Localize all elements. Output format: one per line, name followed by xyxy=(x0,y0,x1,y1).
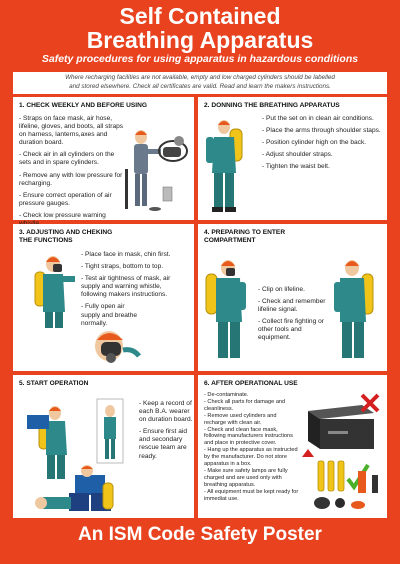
panel-adjusting xyxy=(13,224,194,371)
step: - De-contaminate. xyxy=(204,392,249,398)
step: - Check and clean face mask, following manufacturers instructions and place in protective cover. xyxy=(204,426,293,447)
panel-steps xyxy=(258,286,330,347)
poster-title xyxy=(0,4,400,52)
step: - Check low pressure warning xyxy=(19,211,106,219)
step: - Clip on lifeline. xyxy=(258,286,305,293)
notice-line-1: Where recharging facilities are not available, empty and low charged cylinders should be labelled xyxy=(65,74,335,81)
worker-inspecting-illustration xyxy=(121,117,191,217)
notice-line-2: and stored elsewhere. Check all certificates are valid. Read and learn the makers instructions. xyxy=(69,82,331,90)
mask-closeup-illustration xyxy=(89,326,143,368)
poster-footer: An ISM Code Safety Poster xyxy=(78,524,322,545)
step: - Put the set on in clean air conditions. xyxy=(262,115,374,122)
step: - Place face in mask, chin first. xyxy=(81,251,171,258)
panel-title: 6. AFTER OPERATIONAL USE xyxy=(204,380,298,387)
panel-steps xyxy=(204,392,300,503)
panel-title-line-2: THE FUNCTIONS xyxy=(19,237,73,244)
panel-steps xyxy=(19,115,127,232)
step: - All equipment must be kept ready for immediat use. xyxy=(204,488,299,502)
worker-equipment-illustration xyxy=(328,254,384,364)
step: - Ensure first aid and secondary rescue team are ready. xyxy=(139,428,188,460)
step: - Collect fire fighting or other tools and equipment. xyxy=(258,318,324,342)
poster-subtitle: Safety procedures for using apparatus in hazardous conditions xyxy=(41,53,359,65)
step: - Remove used cylinders and recharge with clean air. xyxy=(204,412,277,426)
panel-donning xyxy=(198,97,387,220)
step: - Adjust shoulder straps. xyxy=(262,151,333,159)
panel-title-line-1: 4. PREPARING TO ENTER xyxy=(204,229,286,236)
panel-check-weekly xyxy=(13,97,194,220)
storage-illustration xyxy=(300,387,386,515)
step: - Fully open air supply and breathe normally. xyxy=(81,303,138,327)
panel-title-line-2: COMPARTMENT xyxy=(204,237,256,244)
step: - Position cylinder high on the back. xyxy=(262,139,367,147)
step: - Tighten the waist belt. xyxy=(262,163,330,171)
step: - Place the arms through shoulder staps. xyxy=(262,127,381,135)
panel-title xyxy=(204,229,285,245)
step: - Remove any with low pressure for recharging. xyxy=(19,171,123,187)
panel-after-use xyxy=(198,375,387,518)
step: - Test air tightness of mask, air supply and warning whistle, following makers instructions. xyxy=(81,275,171,299)
worker-mask-check-illustration xyxy=(17,250,81,330)
step: - Check all parts for damage and cleanliness. xyxy=(204,398,286,412)
panel-steps xyxy=(139,400,193,465)
worker-lifeline-illustration xyxy=(202,254,256,364)
title-line-1: Self Contained xyxy=(119,3,281,29)
notice-box xyxy=(13,72,387,94)
panel-title-line-1: 3. ADJUSTING AND CHEKING xyxy=(19,229,113,236)
step: - Straps on face mask, air hose, lifeline, gloves, and boots, all straps on harness, lanterns,axes and duration board. xyxy=(19,115,124,147)
step: - Keep a record of each B.A. wearer on duration board. xyxy=(139,400,193,424)
step: - Check air in all cylinders on the sets and in spare cylinders. xyxy=(19,151,115,167)
step: - Ensure correct operation of air pressure gauges. xyxy=(19,191,112,207)
panel-start-operation xyxy=(13,375,194,518)
step: - Make sure safety lamps are fully charged and are used only with breathing apparatus. xyxy=(204,467,288,488)
panel-steps xyxy=(81,251,189,332)
step: - Check and remember lifeline signal. xyxy=(258,298,326,314)
panel-preparing xyxy=(198,224,387,371)
step: - Hang up the apparatus as instructed by the manufacturer. Do not store apparatus in a box. xyxy=(204,447,298,468)
panel-title: 2. DONNING THE BREATHING APPARATUS xyxy=(204,102,340,109)
step: - Tight straps, bottom to top. xyxy=(81,263,164,271)
title-line-2: Breathing Apparatus xyxy=(86,27,314,53)
panel-title: 5. START OPERATION xyxy=(19,380,89,387)
panel-title xyxy=(19,229,112,245)
panel-title: 1. CHECK WEEKLY AND BEFORE USING xyxy=(19,102,147,109)
worker-donning-illustration xyxy=(200,115,262,215)
panel-steps xyxy=(262,115,382,175)
rescue-team-illustration xyxy=(15,393,137,517)
